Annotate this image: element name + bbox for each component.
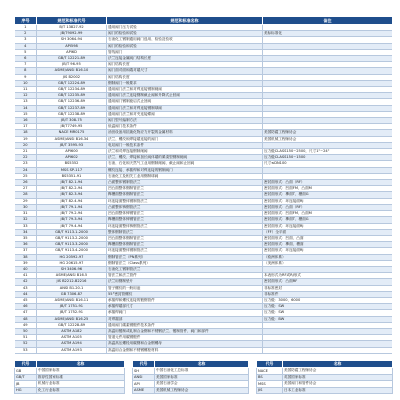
spacer <box>249 387 257 394</box>
row-number: 17 <box>15 124 37 130</box>
standard-name: 钢制管法兰（Class系列） <box>107 260 263 266</box>
standard-code: ASME/ANSI B16.5 <box>37 273 107 279</box>
remark: 密封面形式：凹面、凸面 <box>263 235 393 241</box>
standard-name: 凸面整体铸钢管法兰 <box>107 204 263 210</box>
spacer <box>249 361 257 368</box>
remark: 密封面形式：环连接面RJ <box>263 223 393 229</box>
row-number: 35 <box>15 235 37 241</box>
standard-name: 石油化工钢制管法兰 <box>107 266 263 272</box>
row-number: 23 <box>15 161 37 167</box>
row-number: 16 <box>15 118 37 124</box>
legend-meaning: 美国阀门和管件协会 <box>283 381 393 388</box>
row-number: 11 <box>15 87 37 93</box>
row-number: 1 <box>15 25 37 31</box>
standard-name: 法兰、螺纹、焊接和加长阀体端的紧凑型钢制闸阀 <box>107 155 263 161</box>
standard-name: 凹凸面整体铸钢管法兰 <box>107 211 263 217</box>
standard-code: SH 3064-94 <box>37 37 107 43</box>
legend-meaning: 美国防腐工程师协会 <box>283 368 393 375</box>
row-number: 3 <box>15 37 37 43</box>
remark: 密封面形式：凹面FM、凸面M <box>263 186 393 192</box>
row-number: 33 <box>15 223 37 229</box>
row-number: 15 <box>15 111 37 117</box>
standard-code: API600 <box>37 149 107 155</box>
standard-name: 螺纹连接、承插焊和对焊连接的钢制阀门 <box>107 167 263 173</box>
remark: 压力级CLASS150~2500，尺寸1"~24" <box>263 149 393 155</box>
standard-code: JB/T 1751-91 <box>37 304 107 310</box>
row-number: 31 <box>15 211 37 217</box>
standard-code: JIS B2212-B2216 <box>37 279 107 285</box>
legend-code: NACE <box>257 368 283 375</box>
standard-code: GB/T 12228-89 <box>37 322 107 328</box>
legend-code: API <box>133 381 155 388</box>
row-number: 38 <box>15 254 37 260</box>
standard-name: 钢制阀门一般要求 <box>107 80 263 86</box>
remark: 密封面形式：凸面（RF） <box>263 180 393 186</box>
row-number: 21 <box>15 149 37 155</box>
standard-name: 石油、石化和天然气工业用钢制闸阀、截止阀和止回阀 <box>107 161 263 167</box>
row-number: 37 <box>15 248 37 254</box>
standard-code: ASME/ANSI B16.10 <box>37 68 107 74</box>
legend-code: ASME <box>133 387 155 394</box>
standard-code: JB/T 79.4-94 <box>37 223 107 229</box>
standard-code: GB/T 9113.3-2000 <box>37 242 107 248</box>
standard-name: 凹凸面整体钢制管法兰 <box>107 235 263 241</box>
legend-code: GB/T <box>15 374 37 381</box>
standard-code: B/T 13827-92 <box>37 25 107 31</box>
standard-name: 阀门的检验和试验 <box>107 43 263 49</box>
standard-code: GB/T 9113.4-2000 <box>37 248 107 254</box>
row-number: 27 <box>15 186 37 192</box>
remark: 非标准密封 <box>263 285 393 291</box>
row-number: 22 <box>15 155 37 161</box>
standard-code: JB/T 96-95 <box>37 62 107 68</box>
standard-code: JB/T 82.4-94 <box>37 198 107 204</box>
standard-name: 法兰、螺纹和焊接端连接的阀门 <box>107 136 263 142</box>
standard-code: BS5352 <box>37 161 107 167</box>
standard-name: 阀门结构长度 <box>107 74 263 80</box>
standard-code: GB/T 12234-89 <box>37 87 107 93</box>
row-number <box>15 353 37 354</box>
standard-code: GB/T 12221-89 <box>37 56 107 62</box>
standard-code: BS5351-91 <box>37 173 107 179</box>
standard-code: GB/T 12238-89 <box>37 111 107 117</box>
standard-name: 高温高压螺栓用碳钢和合金钢螺母 <box>107 341 263 347</box>
standard-code: GB/T 9113.2-2000 <box>37 235 107 241</box>
row-number: 36 <box>15 242 37 248</box>
legend-meaning: 机械行业标准 <box>37 381 125 388</box>
row-number: 2 <box>15 31 37 37</box>
remark: 密封面形式：榫面、槽面 <box>263 242 393 248</box>
standard-name: 通用阀门碳素钢锻件技术条件 <box>107 322 263 328</box>
standard-code: ASME/ANSI B16.34 <box>37 136 107 142</box>
standard-name: 通用阀门法兰连接钢制截止阀和升降式止回阀 <box>107 93 263 99</box>
standard-name: 通用阀门法兰和对焊连接钢制球阀 <box>107 105 263 111</box>
legend-table <box>14 360 393 394</box>
standard-name: 榫槽面整体钢制管法兰 <box>107 192 263 198</box>
standards-table <box>14 16 392 354</box>
standard-code: GB/T 12237-89 <box>37 105 107 111</box>
row-number: 18 <box>15 130 37 136</box>
standard-name: 电站阀门一般技术条件 <box>107 142 263 148</box>
row-number: 29 <box>15 198 37 204</box>
column-header: 备注 <box>263 17 393 25</box>
standard-code: GB 7306-87 <box>37 291 107 297</box>
standard-code: API598 <box>37 43 107 49</box>
remark: 密封面形式：榫面T、槽面G <box>263 217 393 223</box>
legend-code: JB <box>15 381 37 388</box>
remark: 密封面形式：环连接面RJ <box>263 248 393 254</box>
remark: 压力级CLASS150~1500 <box>263 155 393 161</box>
remark: 压力级：BW <box>263 316 393 322</box>
row-number: 39 <box>15 260 37 266</box>
remark: 密封面形式：环连接面RJ <box>263 198 393 204</box>
standard-name: 高温用锻制或轧制合金钢和不锈钢法兰、锻制管件、阀门和部件 <box>107 328 263 334</box>
standard-code: GB/T 12224-89 <box>37 80 107 86</box>
row-number: 14 <box>15 105 37 111</box>
standard-code: NACE MR0175 <box>37 130 107 136</box>
row-number: 53 <box>15 347 37 353</box>
row-number: 34 <box>15 229 37 235</box>
standard-name: 通用阀门法兰和对夹连接蝶阀 <box>107 111 263 117</box>
row-number: 46 <box>15 304 37 310</box>
standard-name: 阀门结构长度 <box>107 62 263 68</box>
column-header: 规范和标准名称 <box>107 17 263 25</box>
standard-name: 石油化工及相关工业用钢制球阀 <box>107 173 263 179</box>
standard-name: 承插焊和螺纹连接的锻钢管件 <box>107 297 263 303</box>
standard-code: JB/T 82.1-94 <box>37 180 107 186</box>
legend-meaning: 美国石油学会 <box>155 381 249 388</box>
standard-name: 承插焊阀门 <box>107 310 263 316</box>
remark: 密封面形式：凸面（RF） <box>263 204 393 210</box>
row-number: 7 <box>15 62 37 68</box>
standard-code: JB/T 79.3-94 <box>37 217 107 223</box>
row-number: 32 <box>15 217 37 223</box>
row-number: 20 <box>15 142 37 148</box>
table-header-row <box>15 17 393 25</box>
legend-code: GB <box>15 368 37 375</box>
standard-name: 榫槽面整体铸钢管法兰 <box>107 217 263 223</box>
standard-code: JB/T 1752-91 <box>37 310 107 316</box>
legend-meaning: 美国机械工程师协会 <box>155 387 249 394</box>
standard-code: JB/T 308-75 <box>37 118 107 124</box>
remark: 美标标准化 <box>263 31 393 37</box>
row-number: 41 <box>15 273 37 279</box>
row-number: 12 <box>15 93 37 99</box>
standard-name: 管道元件用碳钢锻件 <box>107 335 263 341</box>
row-number: 25 <box>15 173 37 179</box>
legend-row <box>15 387 393 394</box>
standard-code: GB/T 12236-89 <box>37 99 107 105</box>
standard-name: 环连接面整体钢制管法兰 <box>107 248 263 254</box>
standard-code: ASME/ANSI B16.11 <box>37 297 107 303</box>
legend-header-row <box>15 361 393 368</box>
remark <box>263 353 393 354</box>
standard-name: 55°密封管螺纹 <box>107 291 263 297</box>
table-body <box>15 25 393 355</box>
standard-name: 法兰连接金属阀门结构长度 <box>107 56 263 62</box>
legend-column-header: 名称 <box>37 361 125 368</box>
legend-meaning: 化工行业标准 <box>37 387 125 394</box>
standard-name: 通用阀门法兰和对焊连接钢制闸阀 <box>107 87 263 93</box>
legend-code: MSS <box>257 381 283 388</box>
row-number: 10 <box>15 80 37 86</box>
standard-name: 阀门面对面和端对端尺寸 <box>107 68 263 74</box>
column-header: 规范和标准代号 <box>37 17 107 25</box>
abbreviation-legend <box>14 360 392 398</box>
legend-code: SH <box>133 368 155 375</box>
standard-name: 阀门的检验和试验 <box>107 31 263 37</box>
legend-meaning: 日本工业标准 <box>283 387 393 394</box>
standard-code: API602 <box>37 155 107 161</box>
row-number: 52 <box>15 341 37 347</box>
remark: 尺寸≤DN100 <box>263 161 393 167</box>
standard-name: 整体钢制管法兰 <box>107 229 263 235</box>
remark: 非标准件 <box>263 291 393 297</box>
row-number: 50 <box>15 328 37 334</box>
standard-name: 榫槽面整体钢制管法兰 <box>107 242 263 248</box>
row-number: 6 <box>15 56 37 62</box>
row-number: 48 <box>15 316 37 322</box>
standard-code: JB/T 79.2-94 <box>37 211 107 217</box>
row-number: 47 <box>15 310 37 316</box>
spacer <box>125 361 133 368</box>
legend-code: JIS <box>257 387 283 394</box>
legend-column-header: 名称 <box>155 361 249 368</box>
row-number: 44 <box>15 291 37 297</box>
remark: 本表形式为RF或RJ形式 <box>263 273 393 279</box>
legend-code: BS <box>257 374 283 381</box>
row-number: 9 <box>15 74 37 80</box>
standard-name: 油田设备用抗硫化物应力开裂的金属材料 <box>107 130 263 136</box>
remark: 压力级：3000、6000 <box>263 297 393 303</box>
remark: 压力级：SW <box>263 304 393 310</box>
legend-meaning: 中国国家标准 <box>37 368 125 375</box>
row-number: 43 <box>15 285 37 291</box>
remark: 美国机械工程师协会 <box>263 136 393 142</box>
standard-name: 法兰和对焊连接钢制闸阀 <box>107 149 263 155</box>
row-number: 19 <box>15 136 37 142</box>
row-number: 51 <box>15 335 37 341</box>
remark: （美洲体系） <box>263 260 393 266</box>
legend-code: ANSI <box>133 374 155 381</box>
row-number: 24 <box>15 167 37 173</box>
standard-name: 通用阀门压力试验 <box>107 25 263 31</box>
standard-code: HG 20615-97 <box>37 260 107 266</box>
standard-code: MSS SP-117 <box>37 167 107 173</box>
row-number: 40 <box>15 266 37 272</box>
row-number: 4 <box>15 43 37 49</box>
standard-name: 承插焊端部尺寸 <box>107 304 263 310</box>
row-number: 42 <box>15 279 37 285</box>
row-number: 5 <box>15 49 37 55</box>
remark: （FF）全平面 <box>263 229 393 235</box>
row-number: 28 <box>15 192 37 198</box>
standard-code: ASTM A182 <box>37 328 107 334</box>
standard-name: 钢制管法兰（PN系列） <box>107 254 263 260</box>
legend-column-header: 代号 <box>257 361 283 368</box>
legend-meaning: 中国石油化工总标准 <box>155 368 249 375</box>
standard-name: 管线阀门 <box>107 49 263 55</box>
standard-code: ASTM A105 <box>37 335 107 341</box>
remark: 密封面形式：榫面T、槽面G <box>263 192 393 198</box>
table-row <box>15 353 393 354</box>
standard-code: ANSI B1.20.1 <box>37 285 107 291</box>
standard-name <box>107 353 263 354</box>
standard-code <box>37 353 107 354</box>
standard-name: 环连接面整体钢制管法兰 <box>107 198 263 204</box>
remark: （欧洲体系） <box>263 254 393 260</box>
standard-name: 凹凸面整体钢制管法兰 <box>107 186 263 192</box>
legend-meaning: 美国国家标准 <box>155 374 249 381</box>
standard-name: 对焊端部 <box>107 316 263 322</box>
row-number: 49 <box>15 322 37 328</box>
standard-code: JB/T 82.3-94 <box>37 192 107 198</box>
legend-column-header: 代号 <box>133 361 155 368</box>
standard-code: ASTM A193 <box>37 347 107 353</box>
standard-code: GB/T 9113.1-2000 <box>37 229 107 235</box>
row-number: 30 <box>15 204 37 210</box>
legend-column-header: 代号 <box>15 361 37 368</box>
standard-code: JB/T 82.2-94 <box>37 186 107 192</box>
standard-code: ASTM A194 <box>37 341 107 347</box>
legend-meaning: 英国国家标准 <box>283 374 393 381</box>
standard-code: SH 3406-96 <box>37 266 107 272</box>
standard-code: JIS B2002 <box>37 74 107 80</box>
standard-code: JB/T7749-95 <box>37 124 107 130</box>
standard-code: JB/T 79.1-94 <box>37 204 107 210</box>
legend-meaning: 推荐性国家标准 <box>37 374 125 381</box>
standard-name: 石油化工钢制通用阀门选用、检验及验收 <box>107 37 263 43</box>
remark: 密封面形式：凸面RF <box>263 279 393 285</box>
standard-name: 低温阀门技术条件 <box>107 124 263 130</box>
standard-name: 阀门型号编制方法 <box>107 118 263 124</box>
remark: 美国防腐工程师协会 <box>263 130 393 136</box>
standard-code: API6D <box>37 49 107 55</box>
standard-name: 管法兰和法兰管件 <box>107 273 263 279</box>
legend-code: HG <box>15 387 37 394</box>
standard-name: 凸面整体钢制管法兰 <box>107 180 263 186</box>
standard-code: GB/T 12235-89 <box>37 93 107 99</box>
standard-name: 法兰用钢制垫片 <box>107 279 263 285</box>
remark: 密封面形式：凹面FM、凸面M <box>263 211 393 217</box>
standard-name: 管子螺纹的一般用途 <box>107 285 263 291</box>
row-number: 26 <box>15 180 37 186</box>
standard-name: 环连接面整体铸钢管法兰 <box>107 223 263 229</box>
row-number: 8 <box>15 68 37 74</box>
legend-column-header: 名称 <box>283 361 393 368</box>
standard-code: ASME/ANSI B16.25 <box>37 316 107 322</box>
standard-code: JB/T 3595-93 <box>37 142 107 148</box>
column-header: 序号 <box>15 17 37 25</box>
standard-code: HG 20592-97 <box>37 254 107 260</box>
row-number: 45 <box>15 297 37 303</box>
standards-table-frame <box>14 16 392 354</box>
row-number: 13 <box>15 99 37 105</box>
remark: 压力级：SW <box>263 310 393 316</box>
spacer <box>125 387 133 394</box>
standard-name: 高温用合金钢和不锈钢螺栓材料 <box>107 347 263 353</box>
standard-name: 通用阀门钢制旋启式止回阀 <box>107 99 263 105</box>
standard-code: JB/T9092-99 <box>37 31 107 37</box>
